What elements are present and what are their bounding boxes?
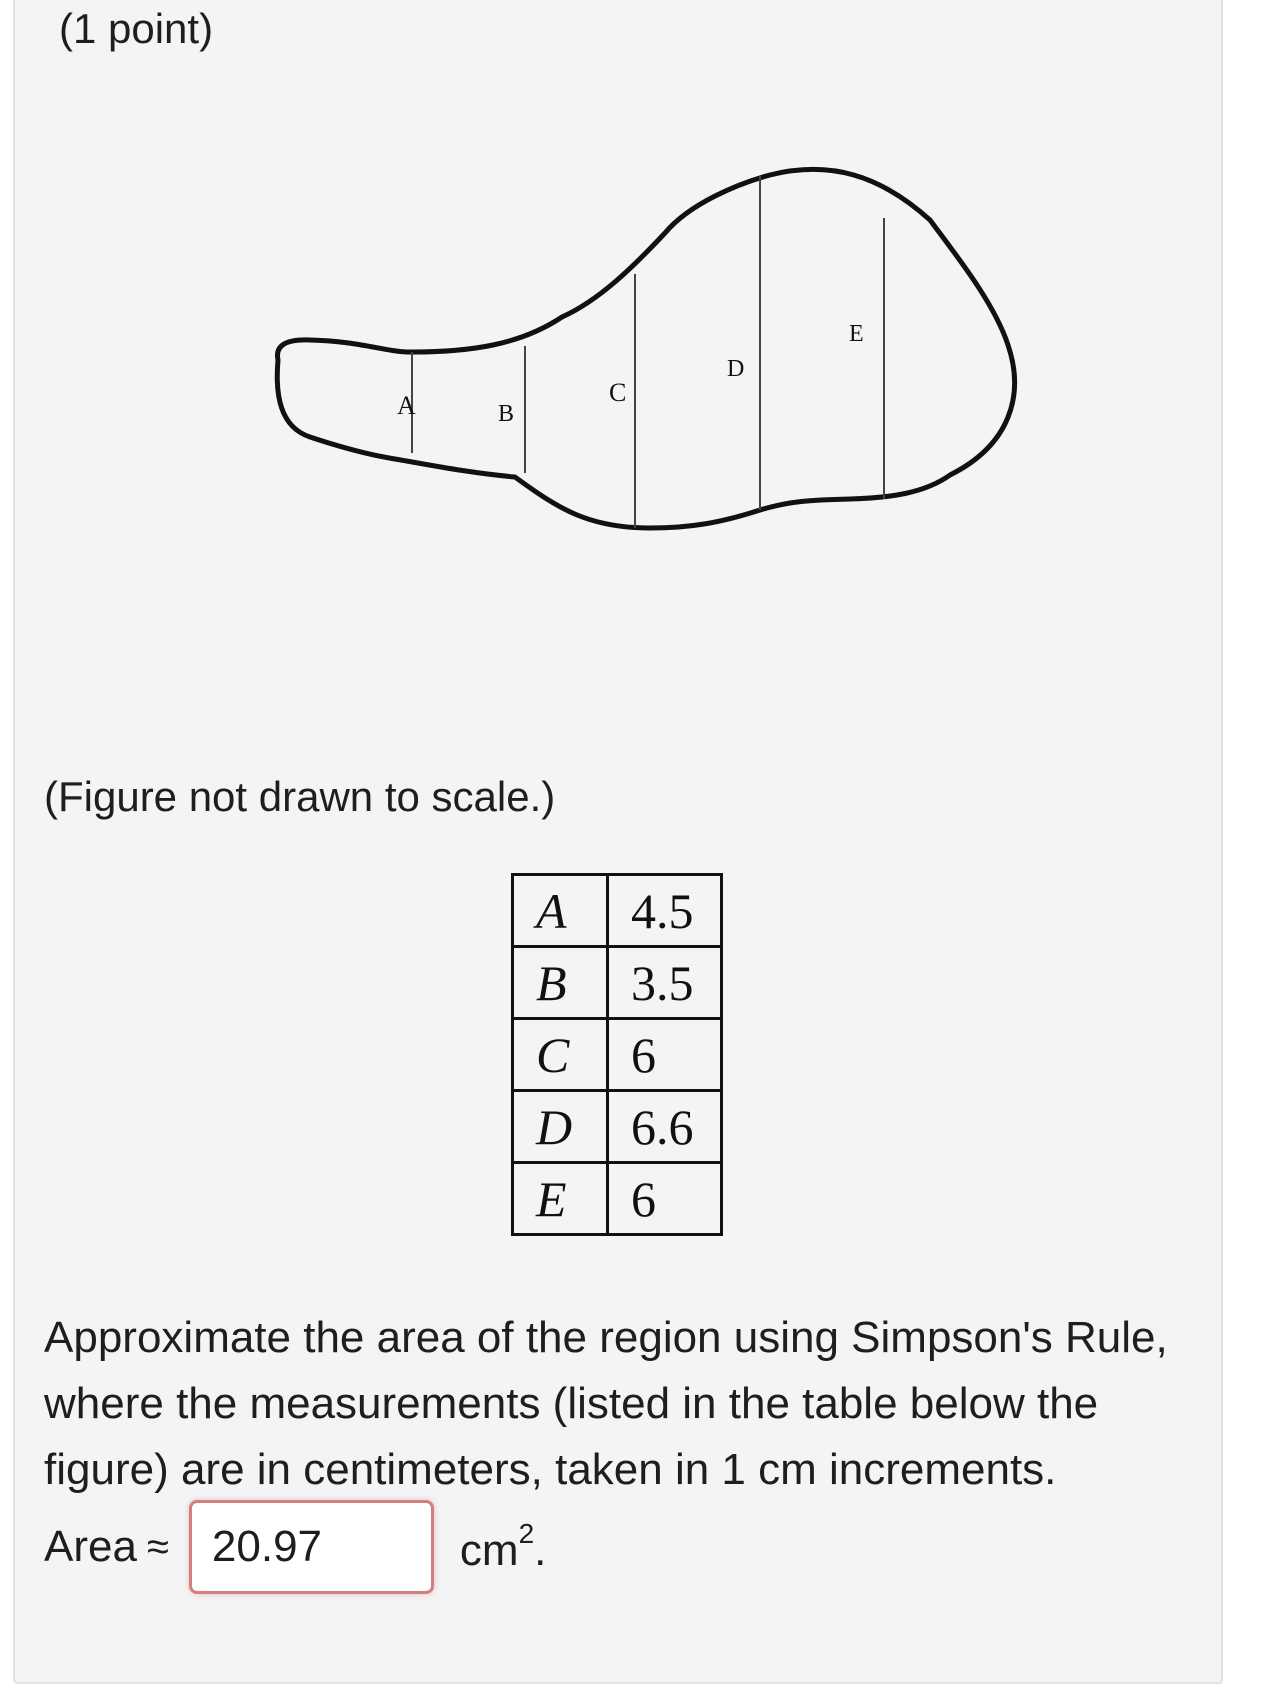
table-cell-label: E	[513, 1163, 608, 1235]
table-cell-label: D	[513, 1091, 608, 1163]
unit-suffix: .	[534, 1526, 547, 1575]
table-cell-value: 3.5	[608, 947, 722, 1019]
area-answer-input[interactable]	[189, 1500, 434, 1594]
table-row	[513, 1019, 722, 1091]
unit-exponent: 2	[518, 1518, 535, 1549]
unit-label	[460, 1518, 546, 1576]
figure-label-b: B	[498, 401, 515, 427]
table-cell-value: 6	[608, 1163, 722, 1235]
points-label: (1 point)	[59, 5, 214, 52]
approx-symbol: ≈	[146, 1524, 169, 1569]
table-cell-value: 6.6	[608, 1091, 722, 1163]
region-outline	[277, 169, 1014, 528]
unit-base: cm	[459, 1526, 519, 1575]
table-row	[513, 947, 722, 1019]
table-row	[513, 1091, 722, 1163]
question-text: Approximate the area of the region using Simpson's Rule, where the measurements (listed in the table below the figure) are in centimeters, taken in 1 cm increments.	[44, 1313, 1168, 1494]
table-cell-value: 4.5	[608, 875, 722, 947]
table-cell-label: A	[513, 875, 608, 947]
table-row	[513, 875, 722, 947]
table-cell-label: C	[513, 1019, 608, 1091]
figure-label-d: D	[727, 356, 745, 382]
answer-row	[44, 1500, 546, 1594]
table-row	[513, 1163, 722, 1235]
table-cell-value: 6	[608, 1019, 722, 1091]
measurement-table	[511, 873, 723, 1236]
figure-note: (Figure not drawn to scale.)	[44, 773, 556, 820]
area-label: Area	[44, 1522, 137, 1571]
figure-label-e: E	[849, 321, 864, 347]
figure-label-c: C	[609, 378, 627, 407]
region-figure	[270, 165, 1040, 575]
table-cell-label: B	[513, 947, 608, 1019]
figure-label-a: A	[397, 391, 416, 420]
